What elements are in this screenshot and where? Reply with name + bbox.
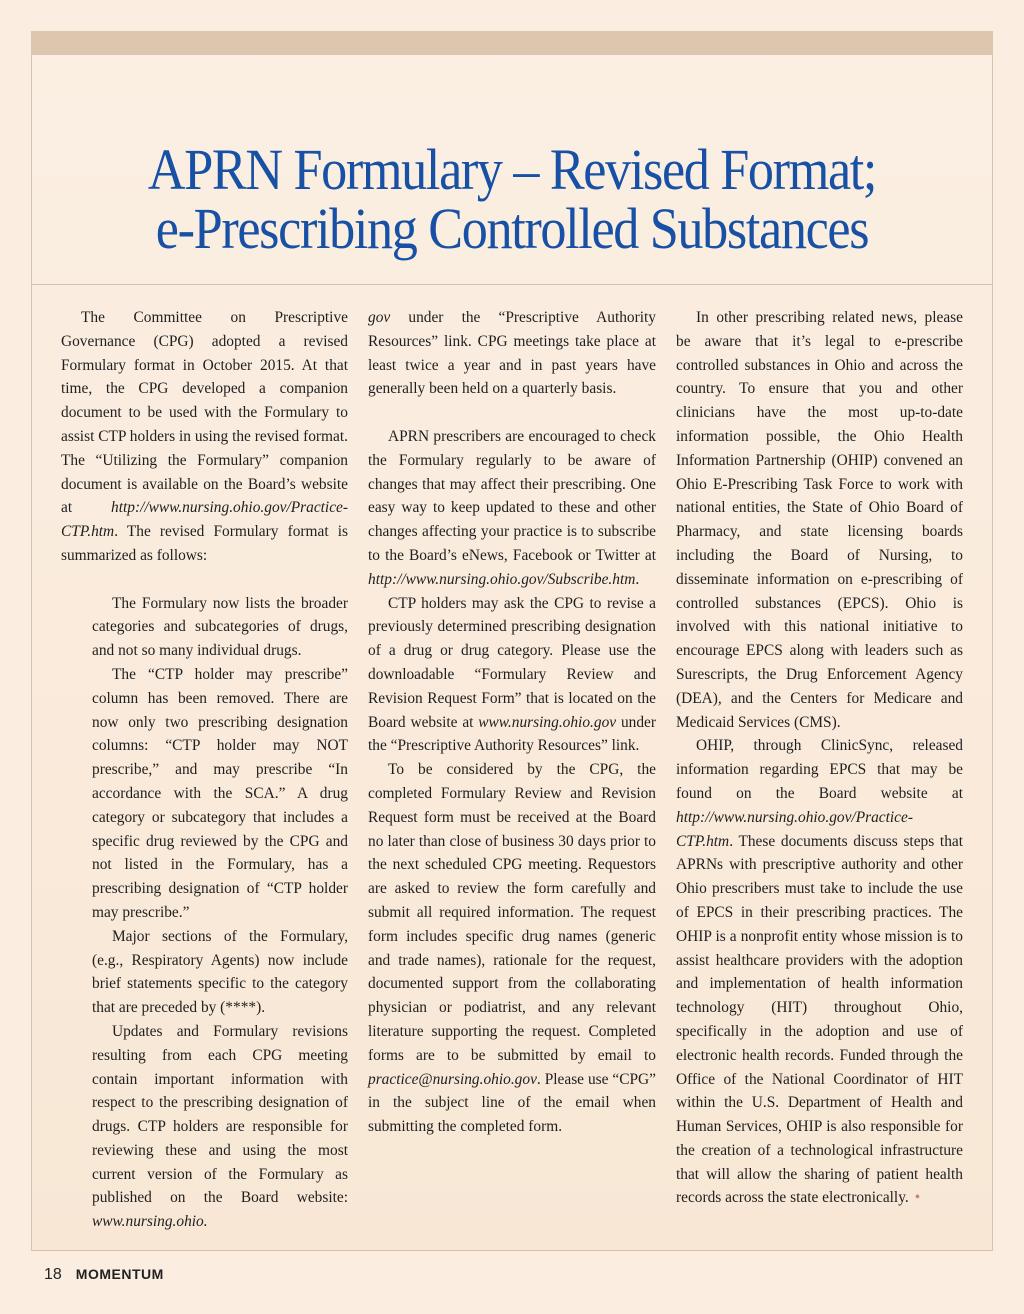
text: . The revised Formulary format is summarized as follows: xyxy=(61,523,348,564)
text: To be considered by the CPG, the completed Formulary Review and Revision Request form must be received at the Board no later than close of business 30 days prior to the next scheduled CPG meeting. Requestors are asked to review the form carefully and submit all required information. The request form includes specific drug names (generic and trade names), rationale for the request, documented support from the collaborating physician or podiatrist, and any relevant literature supporting the request. Completed forms are to be submitted by email to xyxy=(368,761,656,1064)
intro-paragraph xyxy=(61,306,348,568)
text: CTP holders may ask the CPG to revise a previously determined prescribing designation of a drug or drug category. Please use the downloadable “Formulary Review and Revision Request Form” that is located on the Board website at xyxy=(368,594,656,731)
text: OHIP, through ClinicSync, released information regarding EPCS that may be found on the Board website at xyxy=(676,737,963,802)
page-footer xyxy=(44,1266,164,1284)
text: Updates and Formulary revisions resulting from each CPG meeting contain important information with respect to the prescribing designation of drugs. CTP holders are responsible for reviewing these and using the most current version of the Formulary as published on the Board website: xyxy=(92,1022,348,1207)
subscribe-link[interactable]: http://www.nursing.ohio.gov/Subscribe.htm xyxy=(368,570,636,588)
list-item xyxy=(92,1020,348,1234)
paragraph xyxy=(368,758,656,1139)
board-website-link[interactable]: www.nursing.ohio. xyxy=(92,1213,208,1231)
paragraph xyxy=(368,425,656,592)
article-title xyxy=(79,137,945,261)
list-item: The Formulary now lists the broader categories and subcategories of drugs, and not so many individual drugs. xyxy=(92,594,348,660)
text: under the “Prescriptive Authority Resources” link. CPG meetings take place at least twice a year and in past years have generally been held on a quarterly basis. xyxy=(368,309,656,398)
column-2 xyxy=(368,306,656,1139)
nursing-ohio-link[interactable]: www.nursing.ohio.gov xyxy=(478,713,617,731)
continued-paragraph xyxy=(368,306,656,401)
list-item: The “CTP holder may prescribe” column has been removed. There are now only two prescribing designation columns: “CTP holder may NOT prescribe,” and may prescribe “In accordance with the SCA.” A drug category or subcategory that includes a specific drug reviewed by the CPG and not listed in the Formulary, has a prescribing designation of “CTP holder may prescribe.” xyxy=(92,665,348,921)
title-line-2: e-Prescribing Controlled Substances xyxy=(155,196,869,261)
text: . xyxy=(635,570,640,588)
summary-list xyxy=(92,592,348,1235)
magazine-name: MOMENTUM xyxy=(75,1266,164,1282)
board-website-link-cont[interactable]: gov xyxy=(368,309,391,326)
list-item: Major sections of the Formulary, (e.g., Respiratory Agents) now include brief statements specific to the category that are preceded by (****). xyxy=(92,927,348,1017)
text: under the “Prescriptive Authority Resources” link. xyxy=(368,713,656,755)
text: . Please use “CPG” in the subject line of the email when submitting the completed form. xyxy=(368,1070,656,1136)
practice-email-link[interactable]: practice@nursing.ohio.gov xyxy=(368,1070,537,1088)
paragraph: In other prescribing related news, please be aware that it’s legal to e-prescribe controlled substances in Ohio and across the country. To ensure that you and other clinicians have the most up-to-date information possible, the Ohio Health Information Partnership (OHIP) convened an Ohio E-Prescribing Task Force to work with national entities, the State of Ohio Board of Pharmacy, and state licensing boards including the Board of Nursing, to disseminate information on e-prescribing of controlled substances (EPCS). Ohio is involved with this national initiative to encourage EPCS along with leaders such as Surescripts, the Drug Enforcement Agency (DEA), and the Centers for Medicare and Medicaid Services (CMS). xyxy=(676,309,963,731)
page-number: 18 xyxy=(44,1266,62,1283)
text: The Committee on Prescriptive Governance (CPG) adopted a revised Formulary format in October 2015. At that time, the CPG developed a companion document to be used with the Formulary to assist CTP holders in using the revised format. The “Utilizing the Formulary” companion document is available on the Board’s website at xyxy=(61,309,348,517)
practice-ctp-link-2[interactable]: http://www.nursing.ohio.gov/Practice-CTP.htm xyxy=(676,808,913,850)
practice-ctp-link[interactable]: http://www.nursing.ohio.gov/Practice-CTP.htm xyxy=(61,499,348,541)
top-band xyxy=(31,31,993,55)
paragraph xyxy=(676,734,963,1210)
text: . These documents discuss steps that APRNs with prescriptive authority and other Ohio prescribers must take to include the use of EPCS in their prescribing practices. The OHIP is a nonprofit entity whose mission is to assist healthcare providers with the adoption and implementation of health information technology (HIT) throughout Ohio, specifically in the adoption and use of electronic health records. Funded through the Office of the National Coordinator of HIT within the U.S. Department of Health and Human Services, OHIP is also responsible for the creation of a technological infrastructure that will allow the sharing of patient health records across the state electronically. xyxy=(676,832,963,1207)
title-divider xyxy=(31,284,993,285)
column-1 xyxy=(61,306,348,1234)
paragraph xyxy=(368,592,656,759)
column-3 xyxy=(676,306,963,1210)
text: APRN prescribers are encouraged to check the Formulary regularly to be aware of changes that may affect their prescribing. One easy way to keep updated to these and other changes affecting your practice is to subscribe to the Board’s eNews, Facebook or Twitter at xyxy=(368,427,656,564)
end-mark: • xyxy=(914,1189,921,1207)
title-line-1: APRN Formulary – Revised Format; xyxy=(147,137,877,202)
